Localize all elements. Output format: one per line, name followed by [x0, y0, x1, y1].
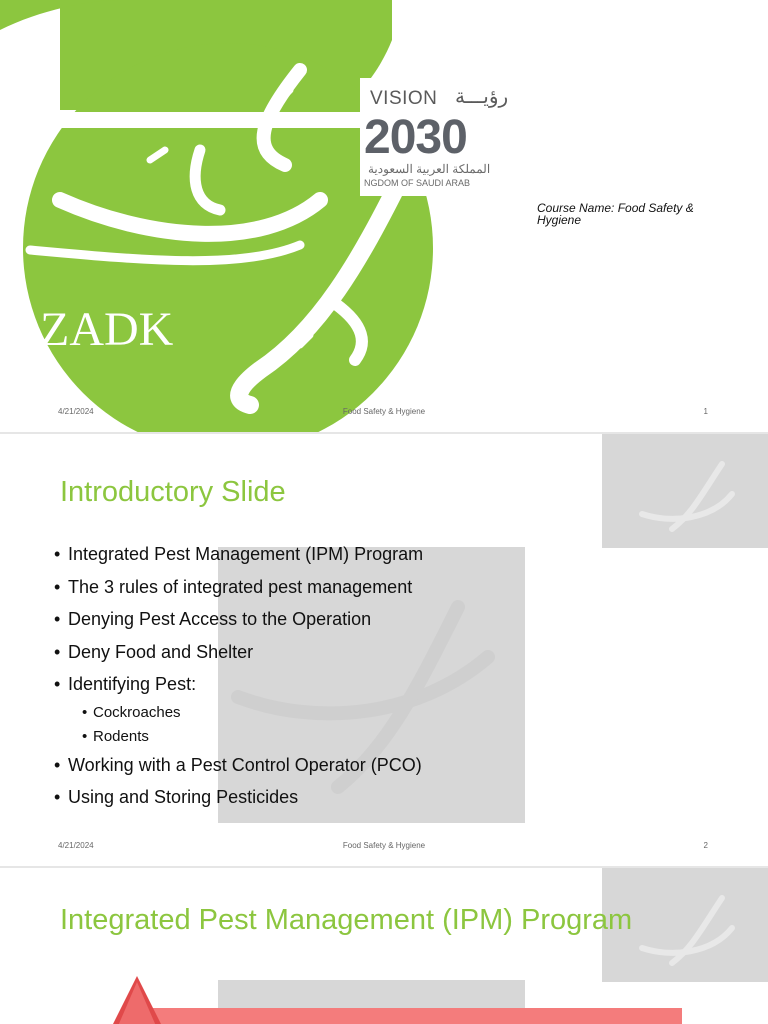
footer-title: Food Safety & Hygiene: [342, 407, 426, 416]
vision-word: VISION: [370, 88, 438, 109]
slide-2: [0, 434, 768, 866]
callout-banner: [150, 1008, 682, 1024]
bullet-item: • Deny Food and Shelter: [54, 636, 423, 669]
slide-number: 2: [703, 841, 708, 850]
slide-title: Introductory Slide: [60, 476, 286, 508]
bullet-list: [54, 538, 423, 814]
bullet-item: • Denying Pest Access to the Operation: [54, 603, 423, 636]
logo-wordmark: ZADK: [40, 303, 174, 356]
bullet-item: • The 3 rules of integrated pest management: [54, 571, 423, 604]
course-name: Course Name: Food Safety & Hygiene: [537, 201, 694, 227]
slide-3: [0, 868, 768, 1024]
vision-2030-logo: [360, 78, 518, 196]
bullet-item: • Using and Storing Pesticides: [54, 781, 423, 814]
footer-date: 4/21/2024: [58, 407, 94, 416]
vision-year: 2030: [364, 111, 467, 164]
slide-number: 1: [703, 407, 708, 416]
slide-1: [0, 0, 768, 432]
vision-arabic-word: رؤيـــة: [455, 86, 509, 108]
bullet-item: • Integrated Pest Management (IPM) Program: [54, 538, 423, 571]
vision-english-subtitle: NGDOM OF SAUDI ARAB: [364, 178, 471, 188]
watermark-logo-icon: [602, 434, 768, 548]
footer-title: Food Safety & Hygiene: [342, 841, 426, 850]
bullet-item: • Working with a Pest Control Operator (PCO): [54, 749, 423, 782]
zadk-logo: [0, 0, 470, 432]
vision-arabic-subtitle: المملكة العربية السعودية: [368, 162, 491, 176]
footer-date: 4/21/2024: [58, 841, 94, 850]
slide-title: Integrated Pest Management (IPM) Program: [60, 904, 633, 936]
sub-bullet-item: • Cockroaches: [82, 701, 423, 725]
bullet-item: • Identifying Pest:: [54, 668, 423, 701]
sub-bullet-item: • Rodents: [82, 725, 423, 749]
warning-triangle-icon: [112, 976, 162, 1024]
